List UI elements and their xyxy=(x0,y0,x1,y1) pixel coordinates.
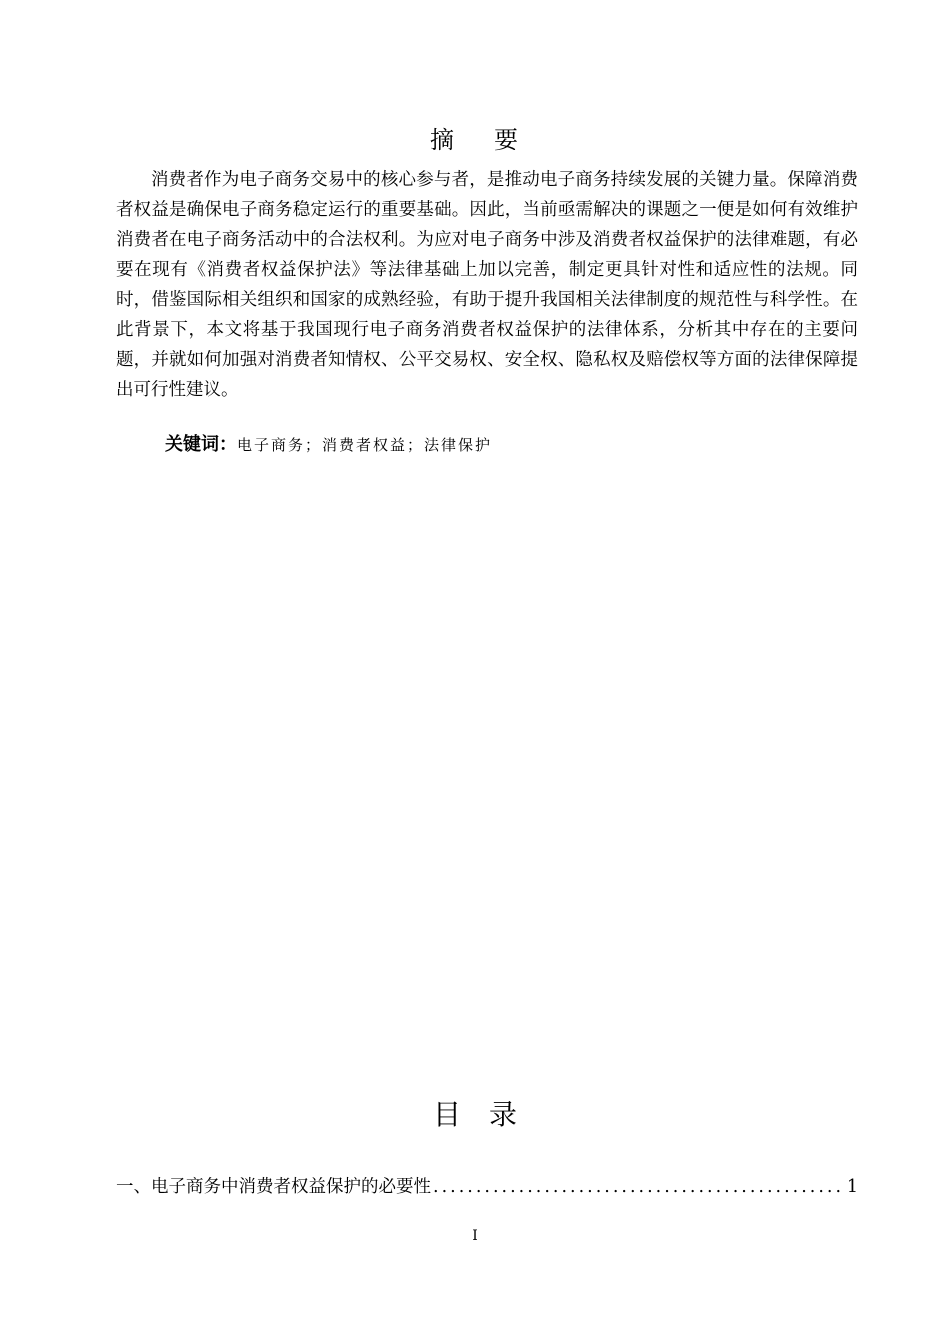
toc-title xyxy=(0,1093,950,1133)
abstract-title xyxy=(0,120,950,155)
toc-list xyxy=(116,1172,858,1202)
abstract-title-char-1: 摘 xyxy=(430,126,456,154)
toc-entry[interactable] xyxy=(116,1172,858,1202)
toc-entry-page-number: 1 xyxy=(846,1177,858,1197)
toc-entry-leader-dots xyxy=(433,1172,845,1202)
abstract-title-char-2: 要 xyxy=(494,126,520,154)
toc-entry-text[interactable]: 一、电子商务中消费者权益保护的必要性 xyxy=(116,1177,431,1197)
keywords-line xyxy=(165,430,492,460)
abstract-body: 消费者作为电子商务交易中的核心参与者，是推动电子商务持续发展的关键力量。保障消费者权益是确保电子商务稳定运行的重要基础。因此，当前亟需解决的课题之一便是如何有效维护消费者在电子商务活动中的合法权利。为应对电子商务中涉及消费者权益保护的法律难题，有必要在现有《消费者权益保护法》等法律基础上加以完善，制定更具针对性和适应性的法规。同时，借鉴国际相关组织和国家的成熟经验，有助于提升我国相关法律制度的规范性与科学性。在此背景下，本文将基于我国现行电子商务消费者权益保护的法律体系，分析其中存在的主要问题，并就如何加强对消费者知情权、公平交易权、安全权、隐私权及赔偿权等方面的法律保障提出可行性建议。 xyxy=(116,170,858,400)
keywords-label: 关键词： xyxy=(165,434,237,455)
page-number: I xyxy=(472,1228,478,1244)
toc-title-char-1: 目 xyxy=(432,1098,461,1131)
keywords-values: 电子商务；消费者权益；法律保护 xyxy=(237,436,493,454)
toc-title-char-2: 录 xyxy=(489,1098,518,1131)
